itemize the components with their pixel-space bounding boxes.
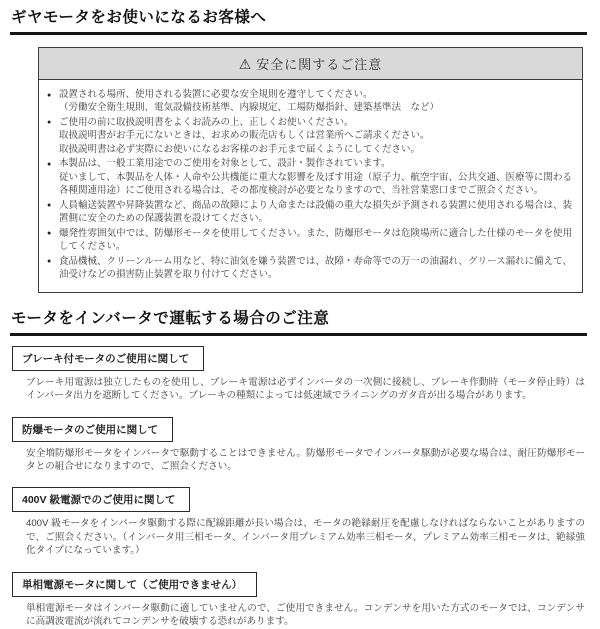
bullet-icon: ● bbox=[47, 119, 52, 127]
list-item bbox=[47, 157, 572, 197]
bullet-icon: ● bbox=[47, 230, 52, 238]
list-item bbox=[47, 88, 572, 115]
bullet-icon: ● bbox=[47, 160, 52, 168]
section-brake-motor bbox=[10, 336, 587, 403]
inverter-notes-section bbox=[10, 306, 587, 629]
list-item-text: 取扱説明書がお手元にないときは、お求めの販売店もしくは営業所へご請求ください。 bbox=[59, 130, 430, 142]
section-explosion-proof-motor bbox=[10, 407, 587, 474]
section-label-400v-power: 400V 級電源でのご使用に関して bbox=[12, 487, 190, 512]
section-label-explosion-proof-motor: 防爆モータのご使用に関して bbox=[12, 417, 173, 442]
bullet-icon: ● bbox=[47, 202, 52, 210]
safety-notice-title: 安全に関するご注意 bbox=[256, 57, 383, 72]
list-item-text: 取扱説明書は必ず実際にお使いになるお客様のお手元まで届くようにしてください。 bbox=[59, 143, 421, 155]
bullet-icon: ● bbox=[47, 91, 52, 99]
safety-notice-body bbox=[39, 80, 582, 292]
list-item-text: 設置される場所、使用される装置に必要な安全規則を遵守してください。 bbox=[59, 89, 373, 100]
list-item-text: 人員輸送装置や昇降装置など、商品の故障により人命または設備の重大な損失が予測される装置に使用される場合は、装置側に安全のための保護装置を設けてください。 bbox=[59, 199, 573, 225]
warning-icon: ⚠ bbox=[238, 56, 253, 72]
bullet-icon: ● bbox=[47, 258, 52, 266]
list-item bbox=[47, 227, 572, 254]
list-item bbox=[47, 199, 572, 226]
section-single-phase-motor bbox=[10, 562, 587, 629]
section-label-single-phase-motor: 単相電源モータに関して（ご使用できません） bbox=[12, 572, 257, 597]
inverter-section-title: モータをインバータで運転する場合のご注意 bbox=[10, 306, 587, 336]
section-body-400v-power: 400V 級モータをインバータ駆動する際に配線距離が長い場合は、モータの絶縁耐圧を配慮しなければならないことがありますので、ご照会ください。（インバータ用三相モータ、インバータ用プレミアム効率三相モータ、プレミアム効率三相モータは、絶縁強化タイプになっています。） bbox=[26, 518, 585, 557]
page-title: ギヤモータをお使いになるお客様へ bbox=[10, 5, 587, 35]
safety-notice-header bbox=[39, 48, 582, 80]
section-body-brake-motor: ブレーキ用電源は独立したものを使用し、ブレーキ電源は必ずインバータの一次側に接続し、ブレーキ作動時（モータ停止時）はインバータ出力を遮断してください。ブレーキの種類によっては低速域でライニングのガタ音が出る場合があります。 bbox=[26, 376, 585, 402]
section-label-brake-motor: ブレーキ付モータのご使用に関して bbox=[12, 346, 204, 371]
section-body-explosion-proof-motor: 安全増防爆形モータをインバータで駆動することはできません。防爆形モータでインバータ駆動が必要な場合は、耐圧防爆形モータとの組合せになりますので、ご照会ください。 bbox=[26, 447, 585, 473]
list-item-text: 爆発性雰囲気中では、防爆形モータを使用してください。また、防爆形モータは危険場所に適合した仕様のモータを使用してください。 bbox=[59, 227, 572, 253]
list-item-text: 食品機械、クリーンルーム用など、特に油気を嫌う装置では、故障・寿命等での万一の油漏れ、グリース漏れに備えて、油受けなどの損害防止装置を取り付けてください。 bbox=[59, 255, 572, 281]
list-item-text: （労働安全衛生規則、電気設備技術基準、内線規定、工場防爆指針、建築基準法 など） bbox=[59, 102, 440, 114]
list-item bbox=[47, 255, 572, 282]
list-item-text: 本製品は、一般工業用途でのご使用を対象として、設計・製作されています。 bbox=[59, 158, 391, 170]
section-400v-power bbox=[10, 477, 587, 557]
section-body-single-phase-motor: 単相電源モータはインバータ駆動に適していませんので、ご使用できません。コンデンサを用いた方式のモータでは、コンデンサに高調波電流が流れてコンデンサを破壊する恐れがあります。 bbox=[26, 602, 585, 628]
safety-notice-box bbox=[38, 47, 583, 293]
list-item-text: ご使用の前に取扱説明書をよくお読みの上、正しくお使いください。 bbox=[59, 116, 354, 128]
list-item-text: 従いまして、本製品を人体・人命や公共機能に重大な影響を及ぼす用途（原子力、航空宇宙、公共交通、医療等に関わる各種関連用途）にご使用される場合は、その都度検討が必要となりますので、当社営業窓口までご照会ください。 bbox=[59, 171, 572, 197]
list-item bbox=[47, 116, 572, 156]
